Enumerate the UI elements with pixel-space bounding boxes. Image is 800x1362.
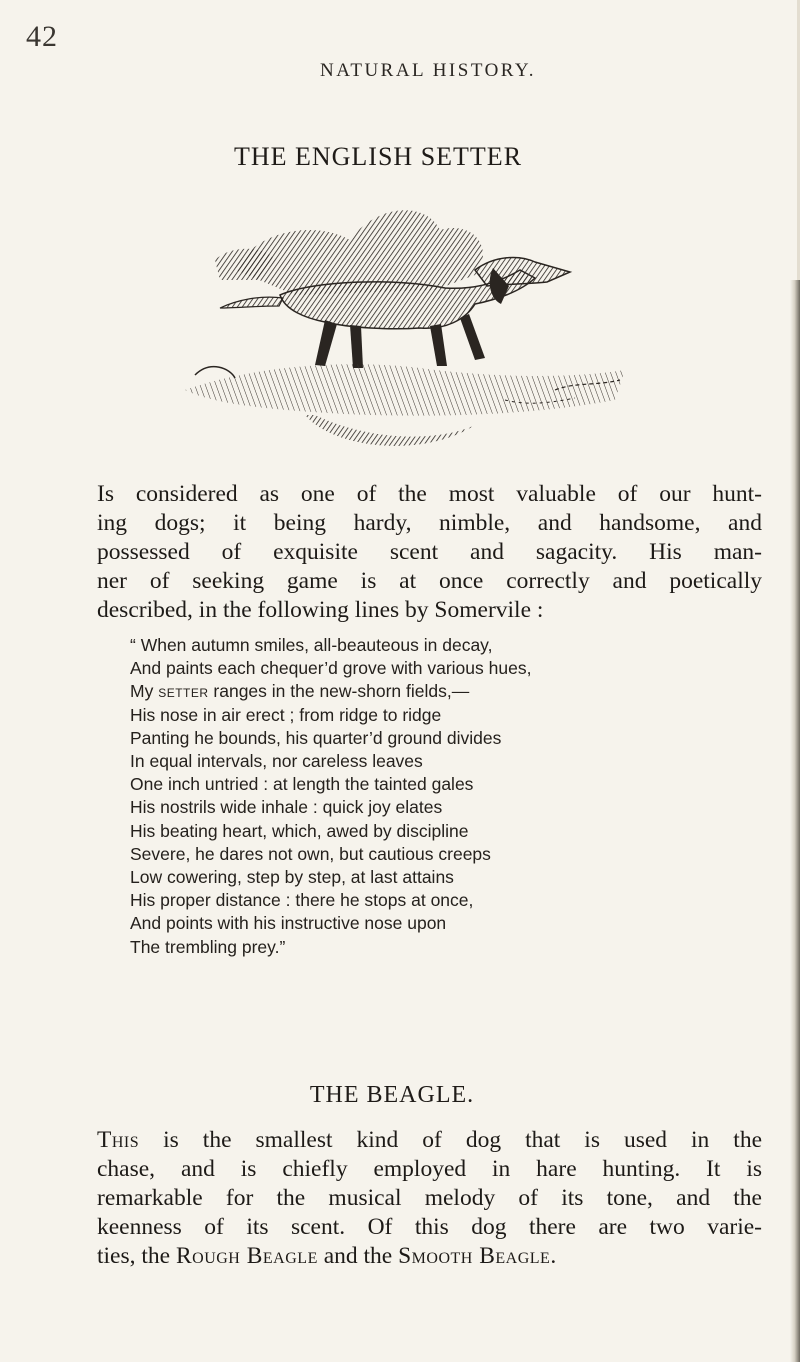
poem-line: “ When autumn smiles, all-beauteous in decay,: [130, 635, 493, 655]
text-run: is the smallest kind of dog that is used in the: [139, 1127, 762, 1153]
somervile-poem: [130, 634, 750, 959]
page-number: 42: [26, 20, 58, 53]
rough-beagle-term: Rough Beagle: [175, 1243, 318, 1269]
text-line: possessed of exquisite scent and sagacity. His man-: [97, 539, 762, 565]
poem-line: One inch untried : at length the tainted gales: [130, 774, 474, 795]
text-line: remarkable for the musical melody of its tone, and the: [97, 1185, 762, 1211]
poem-line: His nostrils wide inhale : quick joy elates: [130, 797, 443, 818]
beagle-description: [97, 1126, 762, 1271]
text-line: ing dogs; it being hardy, nimble, and handsome, and: [97, 510, 762, 536]
poem-line: Severe, he dares not own, but cautious creeps: [130, 843, 491, 864]
poem-text: My: [130, 681, 159, 702]
text-line: described, in the following lines by Somervile :: [97, 597, 544, 623]
text-run: .: [550, 1243, 557, 1269]
poem-line: Panting he bounds, his quarter’d ground divides: [130, 727, 502, 748]
text-line: [97, 1126, 762, 1155]
poem-line: Low cowering, step by step, at last attains: [130, 867, 454, 888]
running-head: NATURAL HISTORY.: [320, 60, 536, 81]
poem-line: And points with his instructive nose upon: [130, 913, 447, 934]
setter-dog-illustration: [175, 200, 635, 460]
poem-line: His beating heart, which, awed by discipline: [130, 820, 469, 841]
smooth-beagle-term: Smooth Beagle: [398, 1243, 551, 1269]
poem-text: ranges in the new-shorn fields,—: [208, 681, 470, 702]
poem-smallcaps-word: setter: [158, 681, 209, 702]
text-line: ner of seeking game is at once correctly and poetically: [97, 568, 762, 594]
poem-line: And paints each chequer’d grove with various hues,: [130, 658, 532, 679]
poem-line: In equal intervals, nor careless leaves: [130, 751, 423, 772]
text-line: [97, 1242, 762, 1271]
poem-line: [130, 680, 750, 703]
poem-line: His proper distance : there he stops at once,: [130, 890, 474, 911]
text-line: keenness of its scent. Of this dog there are two varie-: [97, 1214, 762, 1240]
poem-line: The trembling prey.”: [130, 936, 286, 957]
text-run: and the: [317, 1243, 399, 1269]
setter-section-title: THE ENGLISH SETTER: [233, 142, 523, 171]
text-run: ties, the: [97, 1243, 176, 1269]
setter-description: [97, 480, 762, 625]
page-header: [0, 0, 800, 90]
text-line: chase, and is chiefly employed in hare hunting. It is: [97, 1156, 762, 1182]
page-edge-shadow: [790, 280, 800, 1362]
text-line: Is considered as one of the most valuable of our hunt-: [97, 481, 762, 507]
beagle-section-title: THE BEAGLE.: [309, 1082, 475, 1108]
drop-word: This: [97, 1127, 140, 1153]
poem-line: His nose in air erect ; from ridge to ridge: [130, 704, 442, 725]
